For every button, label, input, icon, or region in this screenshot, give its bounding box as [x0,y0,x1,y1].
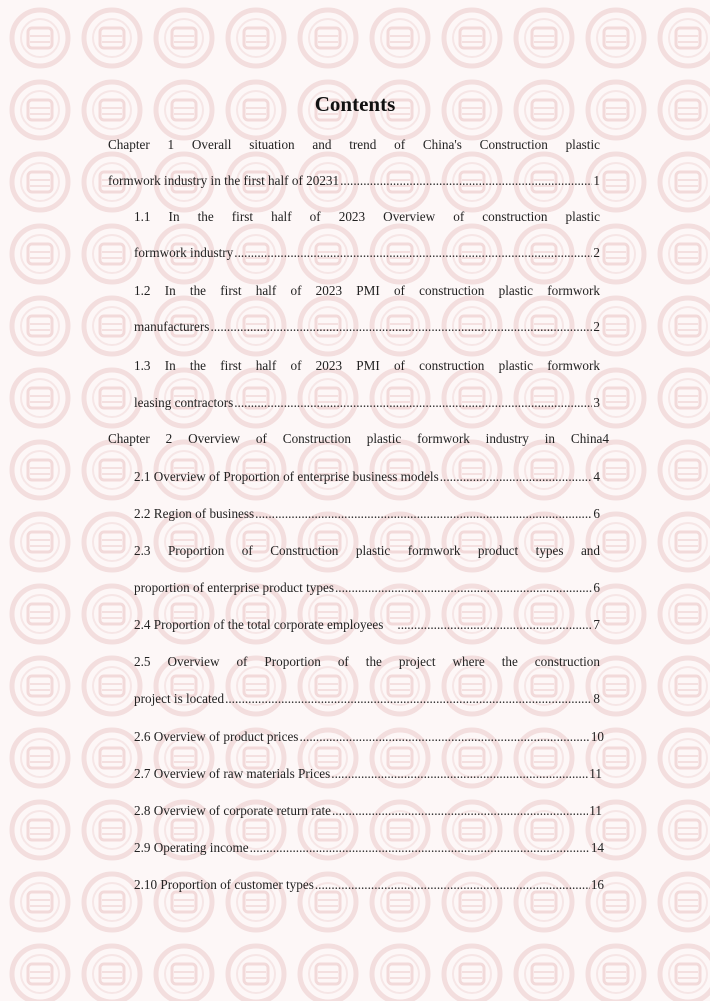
toc-leader [210,319,592,335]
toc-entry-text: formwork industry in the first half of 20231 [108,173,340,188]
toc-entry-2-6[interactable] [134,729,604,745]
toc-entry-text: proportion of enterprise product types [134,580,334,595]
toc-leader [315,877,590,893]
toc-leader [332,803,588,819]
page-title: Contents [314,92,396,116]
toc-page-number: 4 [593,469,600,484]
toc-page-number: 14 [590,840,604,855]
toc-leader [440,469,593,485]
toc-chapter-1-line1[interactable]: Chapter 1 Overall situation and trend of China's Construction plastic [108,137,600,152]
toc-leader [250,840,590,856]
toc-page-number: 7 [593,617,600,632]
toc-leader [331,766,588,782]
toc-leader [335,580,592,596]
toc-entry-2-7[interactable] [134,766,602,782]
toc-entry-text: leasing contractors [134,395,234,410]
toc-entry-2-4[interactable] [134,617,600,633]
toc-leader [255,506,592,522]
toc-entry-2-3[interactable] [134,580,600,596]
toc-chapter-1[interactable] [108,173,600,189]
toc-page-number: 2 [593,245,600,260]
toc-entry-2-8[interactable] [134,803,602,819]
toc-entry-text: 2.1 Overview of Proportion of enterprise business models [134,469,439,484]
toc-page-number: 16 [590,877,604,892]
toc-entry-2-9[interactable] [134,840,604,856]
toc-leader [299,729,589,745]
toc-page-number: 1 [593,173,600,188]
toc-entry-1-3-line1[interactable]: 1.3 In the first half of 2023 PMI of construction plastic formwork [134,358,600,373]
toc-page-number: 8 [593,691,600,706]
toc-page-number: 11 [589,803,602,818]
toc-entry-2-5[interactable] [134,691,600,707]
toc-page-number: 2 [593,319,600,334]
toc-leader [340,173,592,189]
toc-entry-2-2[interactable] [134,506,600,522]
toc-leader [234,245,592,261]
toc-entry-1-2[interactable] [134,319,600,335]
toc-entry-text: 2.4 Proportion of the total corporate employees [134,617,384,632]
toc-page-number: 11 [589,766,602,781]
toc-entry-2-5-line1[interactable]: 2.5 Overview of Proportion of the project where the construction [134,654,600,669]
toc-entry-2-10[interactable] [134,877,604,893]
toc-entry-text: formwork industry [134,245,234,260]
toc-entry-2-1[interactable] [134,469,600,485]
toc-page-number: 6 [593,580,600,595]
toc-leader [234,395,592,411]
toc-entry-2-3-line1[interactable]: 2.3 Proportion of Construction plastic formwork product types and [134,543,600,558]
toc-entry-text: project is located [134,691,225,706]
toc-page-number: 6 [593,506,600,521]
toc-leader [397,617,592,633]
toc-entry-text: 2.2 Region of business [134,506,255,521]
toc-entry-text: 2.6 Overview of product prices [134,729,299,744]
toc-entry-text: 2.8 Overview of corporate return rate [134,803,331,818]
toc-entry-1-2-line1[interactable]: 1.2 In the first half of 2023 PMI of construction plastic formwork [134,283,600,298]
toc-entry-text: 2.10 Proportion of customer types [134,877,314,892]
toc-leader [225,691,592,707]
toc-entry-1-3[interactable] [134,395,600,411]
toc-page-number: 10 [590,729,604,744]
toc-entry-1-1-line1[interactable]: 1.1 In the first half of 2023 Overview of construction plastic [134,209,600,224]
toc-chapter-2[interactable]: Chapter 2 Overview of Construction plastic formwork industry in China4 [108,431,609,446]
toc-page-number: 3 [593,395,600,410]
toc-entry-text: 2.9 Operating income [134,840,249,855]
toc-entry-1-1[interactable] [134,245,600,261]
toc-entry-text: 2.7 Overview of raw materials Prices [134,766,331,781]
toc-entry-text: manufacturers [134,319,210,334]
